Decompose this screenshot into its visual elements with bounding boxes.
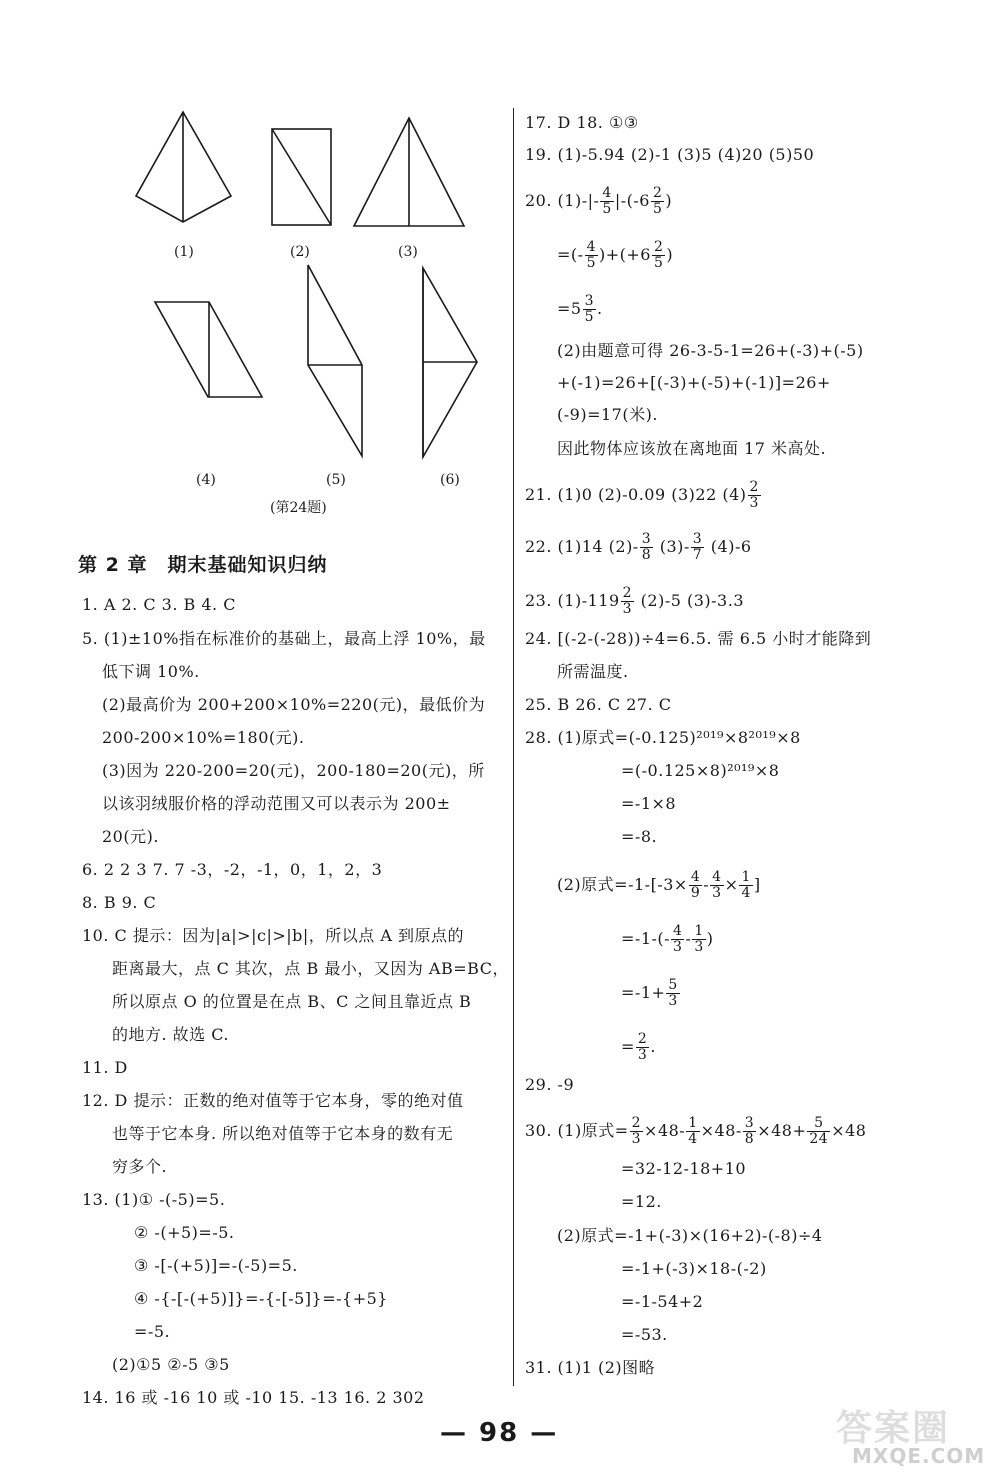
answer-line-22: 22. (1)14 (2)- $\frac{3}{8}$ (3)- $\frac{3}{7}$ (4)-6 xyxy=(525,531,752,563)
fraction: $\frac{4}{9}$ xyxy=(690,869,701,901)
answer-line: 17. D 18. ①③ xyxy=(525,113,639,132)
fraction: $\frac{3}{5}$ xyxy=(584,293,595,325)
answer-line: (3)因为 220-200=20(元)，200-180=20(元)，所 xyxy=(102,761,485,780)
fraction: $\frac{3}{8}$ xyxy=(744,1115,755,1147)
figure-label-6: (6) xyxy=(440,472,460,488)
watermark-url: MXQE.COM xyxy=(852,1444,986,1468)
fraction: $\frac{4}{3}$ xyxy=(673,923,683,955)
answer-line: 低下调 10%. xyxy=(102,662,200,681)
fraction: $\frac{4}{5}$ xyxy=(586,239,596,271)
answer-line: =-5. xyxy=(134,1322,171,1341)
chapter-title: 第 2 章 期末基础知识归纳 xyxy=(78,554,328,576)
answer-line-28-2a: (2)原式=-1-[-3× $\frac{4}{9}$ - $\frac{4}{3}$ × $\frac{1}{4}$ ] xyxy=(557,869,761,901)
fraction: $\frac{5}{3}$ xyxy=(668,977,678,1009)
answer-line: 200-200×10%=180(元). xyxy=(102,728,305,747)
answer-line: 14. 16 或 -16 10 或 -10 15. -13 16. 2 302 xyxy=(82,1388,425,1407)
fraction: $\frac{1}{4}$ xyxy=(688,1115,698,1147)
fraction: $\frac{4}{3}$ xyxy=(712,869,722,901)
fraction: $\frac{2}{5}$ xyxy=(653,239,664,271)
answer-line: =-1+(-3)×18-(-2) xyxy=(621,1259,767,1278)
answer-line: =-53. xyxy=(621,1325,668,1344)
answer-line: 11. D xyxy=(82,1058,128,1077)
figure-label-3: (3) xyxy=(398,244,418,260)
answer-line: 24. [(-2-(-28))÷4=6.5. 需 6.5 小时才能降到 xyxy=(525,629,872,648)
fraction: $\frac{3}{8}$ xyxy=(641,531,652,563)
answer-line: (2)由题意可得 26-3-5-1=26+(-3)+(-5) xyxy=(557,341,864,360)
column-divider xyxy=(513,108,514,1386)
answer-line: =-1×8 xyxy=(621,794,677,813)
answer-line: 的地方. 故选 C. xyxy=(112,1025,230,1044)
answer-line: 20(元). xyxy=(102,827,159,846)
fraction: $\frac{5}{24}$ xyxy=(809,1115,829,1147)
answer-line: ③ -[-(+5)]=-(-5)=5. xyxy=(134,1256,298,1275)
answer-line: (2)最高价为 200+200×10%=220(元)，最低价为 xyxy=(102,695,486,714)
answer-line: 10. C 提示：因为|a|>|c|>|b|，所以点 A 到原点的 xyxy=(82,926,464,945)
answer-line-28-2c: =-1+ $\frac{5}{3}$ xyxy=(621,977,678,1009)
answer-line-30-1: 30. (1)原式= $\frac{2}{3}$ ×48- $\frac{1}{4}$ ×48- $\frac{3}{8}$ ×48+ $\frac{5}{24}$ ×48 xyxy=(525,1115,867,1147)
answer-line: 19. (1)-5.94 (2)-1 (3)5 (4)20 (5)50 xyxy=(525,145,815,164)
answer-line: 6. 2 2 3 7. 7 -3，-2，-1，0，1，2，3 xyxy=(82,860,383,879)
answer-line: 13. (1)① -(-5)=5. xyxy=(82,1190,226,1209)
answer-line: +(-1)=26+[(-3)+(-5)+(-1)]=26+ xyxy=(557,373,831,392)
answer-line: 所需温度. xyxy=(557,662,629,681)
answer-line: 25. B 26. C 27. C xyxy=(525,695,672,714)
fraction: $\frac{2}{3}$ xyxy=(637,1031,648,1063)
watermark-logo-text: 答案圈 xyxy=(836,1408,951,1449)
fraction: $\frac{2}{3}$ xyxy=(622,585,633,617)
answer-line-21: 21. (1)0 (2)-0.09 (3)22 (4) $\frac{2}{3}$ xyxy=(525,479,759,511)
fraction: $\frac{3}{7}$ xyxy=(692,531,703,563)
right-column xyxy=(525,0,965,1476)
answer-line-28-2d: = $\frac{2}{3}$ . xyxy=(621,1031,656,1063)
answer-line: (2)①5 ②-5 ③5 xyxy=(112,1355,230,1374)
answer-line: 29. -9 xyxy=(525,1075,575,1094)
fraction: $\frac{2}{3}$ xyxy=(631,1115,642,1147)
figure-label-4: (4) xyxy=(196,472,216,488)
answer-line: 也等于它本身. 所以绝对值等于它本身的数有无 xyxy=(112,1124,454,1143)
answer-line: 穷多个. xyxy=(112,1157,168,1176)
answer-line: 12. D 提示：正数的绝对值等于它本身，零的绝对值 xyxy=(82,1091,464,1110)
answer-line: 8. B 9. C xyxy=(82,893,157,912)
left-column xyxy=(82,0,507,1476)
figure-caption: (第24题) xyxy=(270,500,327,516)
fraction: $\frac{2}{5}$ xyxy=(652,185,663,217)
answer-line-23: 23. (1)-119 $\frac{2}{3}$ (2)-5 (3)-3.3 xyxy=(525,585,744,617)
answer-line-20-1: 20. (1)-|- $\frac{4}{5}$ |-(-6 $\frac{2}{5}$ ) xyxy=(525,185,673,217)
answer-line: =12. xyxy=(621,1192,662,1211)
figure-label-1: (1) xyxy=(174,244,194,260)
answer-line-20-3: =5 $\frac{3}{5}$ . xyxy=(557,293,603,325)
answer-line-28-2b: =-1-(- $\frac{4}{3}$ - $\frac{1}{3}$ ) xyxy=(621,923,714,955)
answer-line-20-2: =(- $\frac{4}{5}$ )+(+6 $\frac{2}{5}$ ) xyxy=(557,239,674,271)
answer-line: 因此物体应该放在离地面 17 米高处. xyxy=(557,439,827,458)
watermark xyxy=(828,1400,998,1474)
answer-line: =-8. xyxy=(621,827,658,846)
fraction: $\frac{1}{4}$ xyxy=(741,869,751,901)
fraction: $\frac{1}{3}$ xyxy=(694,923,704,955)
answer-line: (2)原式=-1+(-3)×(16+2)-(-8)÷4 xyxy=(557,1226,823,1245)
figure-label-5: (5) xyxy=(326,472,346,488)
answer-line: ② -(+5)=-5. xyxy=(134,1223,235,1242)
fraction: $\frac{2}{3}$ xyxy=(749,479,759,511)
answer-line: 距离最大，点 C 其次，点 B 最小，又因为 AB=BC， xyxy=(112,959,509,978)
answer-line: (-9)=17(米). xyxy=(557,405,658,424)
page-number: — 98 — xyxy=(440,1418,559,1448)
fraction: $\frac{4}{5}$ xyxy=(602,185,612,217)
answer-line: 1. A 2. C 3. B 4. C xyxy=(82,595,236,614)
answer-line: =(-0.125×8)²⁰¹⁹×8 xyxy=(621,761,780,780)
answer-line: 以该羽绒服价格的浮动范围又可以表示为 200± xyxy=(102,794,451,813)
answer-line: ④ -{-[-(+5)]}=-{-[-5]}=-{+5} xyxy=(134,1289,388,1308)
figure-label-2: (2) xyxy=(290,244,310,260)
answer-line: =32-12-18+10 xyxy=(621,1159,747,1178)
answer-line: 28. (1)原式=(-0.125)²⁰¹⁹×8²⁰¹⁹×8 xyxy=(525,728,801,747)
answer-line: 5. (1)±10%指在标准价的基础上，最高上浮 10%，最 xyxy=(82,629,486,648)
answer-line: 31. (1)1 (2)图略 xyxy=(525,1358,656,1377)
answer-line: 所以原点 O 的位置是在点 B、C 之间且靠近点 B xyxy=(112,992,472,1011)
answer-line: =-1-54+2 xyxy=(621,1292,704,1311)
